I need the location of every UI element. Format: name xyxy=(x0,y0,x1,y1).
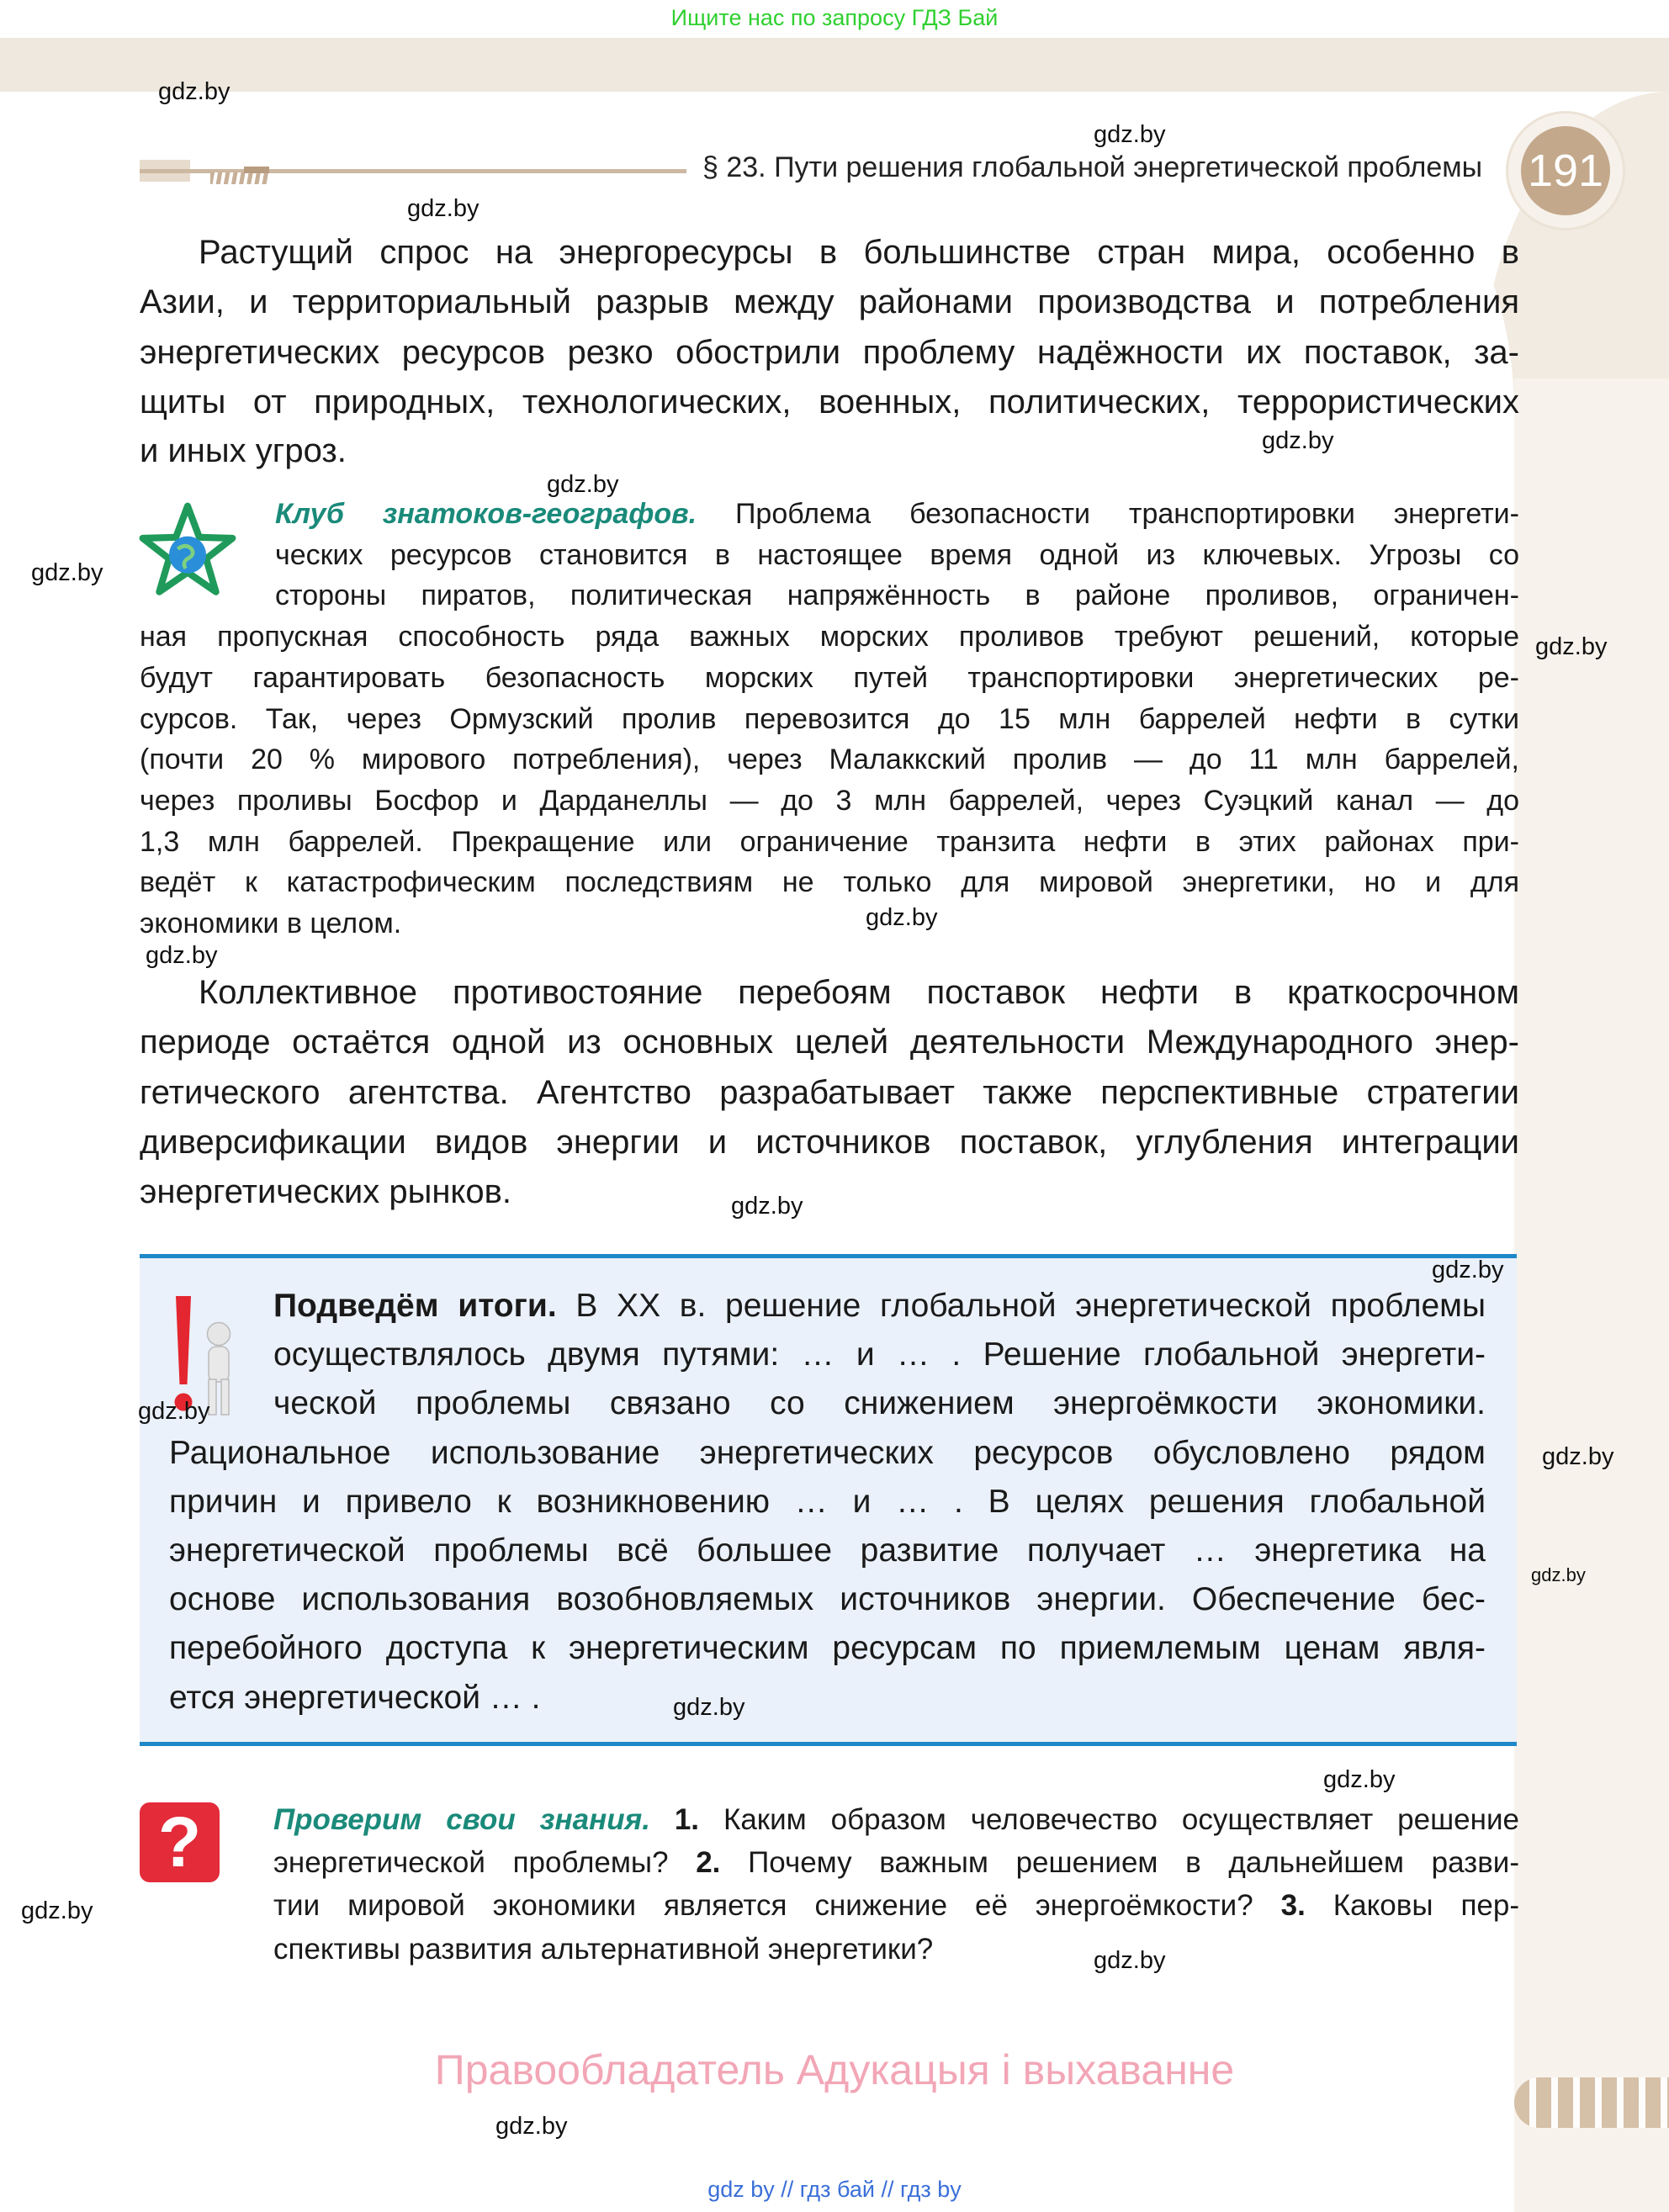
summary-line xyxy=(169,1581,1486,1618)
question-number: 1. xyxy=(674,1803,700,1836)
watermark: gdz.by xyxy=(1542,1443,1614,1470)
text-segment: осуществлялось двумя путями: … и … . Решение глобальной энергети- xyxy=(273,1336,1486,1373)
paragraph-line xyxy=(199,974,1519,1012)
check-title: Проверим свои знания. xyxy=(273,1803,650,1836)
header-ornament-bar xyxy=(244,167,269,173)
text-segment: (почти 20 % мирового потребления), через Малаккский пролив — до 11 млн баррелей, xyxy=(140,744,1519,776)
paragraph-line xyxy=(140,334,1519,372)
text-segment: причин и привело к возникновению … и … . В целях решения глобальной xyxy=(169,1483,1486,1520)
club-globe-star-icon xyxy=(139,502,236,600)
check-line xyxy=(273,1846,1519,1880)
club-paragraph-line xyxy=(140,785,1519,818)
question-mark-icon: ? xyxy=(140,1802,220,1882)
text-segment: ная пропускная способность ряда важных морских проливов требуют решений, которые xyxy=(140,621,1519,654)
page-number: 191 xyxy=(1521,126,1610,215)
watermark: gdz.by xyxy=(673,1694,745,1721)
text-segment: Растущий спрос на энергоресурсы в большинстве стран мира, особенно в xyxy=(199,234,1519,271)
summary-line xyxy=(169,1532,1486,1569)
footer-links[interactable]: gdz by // гдз бай // гдз by xyxy=(707,2177,962,2202)
watermark: gdz.by xyxy=(1323,1766,1396,1793)
paragraph-line xyxy=(140,384,1519,421)
paragraph-line xyxy=(199,234,1519,272)
watermark: gdz.by xyxy=(1094,121,1166,148)
club-paragraph-line xyxy=(275,498,1519,531)
text-segment: диверсификации видов энергии и источников поставок, углубления интеграции xyxy=(140,1123,1519,1161)
header-band xyxy=(0,38,1669,92)
watermark: gdz.by xyxy=(495,2113,568,2140)
text-segment: Коллективное противостояние перебоям поставок нефти в краткосрочном xyxy=(199,974,1519,1011)
club-paragraph-line xyxy=(140,908,401,940)
club-paragraph-line xyxy=(140,866,1519,899)
summary-line xyxy=(273,1385,1486,1422)
check-line xyxy=(273,1933,933,1966)
club-paragraph-line xyxy=(275,579,1519,612)
text-segment: периоде остаётся одной из основных целей деятельности Международного энер- xyxy=(140,1024,1519,1061)
club-paragraph-line xyxy=(140,621,1519,654)
watermark: gdz.by xyxy=(146,942,218,969)
club-paragraph-line xyxy=(140,826,1519,859)
text-segment: Рациональное использование энергетических ресурсов обусловлено рядом xyxy=(169,1434,1486,1471)
summary-line xyxy=(273,1288,1486,1325)
text-segment: и иных угроз. xyxy=(140,432,347,469)
watermark: gdz.by xyxy=(1094,1947,1166,1974)
text-segment: Почему важным решением в дальнейшем разви- xyxy=(720,1846,1519,1879)
club-paragraph-line xyxy=(140,703,1519,736)
watermark: gdz.by xyxy=(158,78,230,105)
text-segment: ческой проблемы связано со снижением энергоёмкости экономики. xyxy=(273,1385,1486,1422)
question-number: 3. xyxy=(1280,1889,1306,1922)
club-paragraph-line xyxy=(140,744,1519,776)
watermark: gdz.by xyxy=(547,471,619,498)
text-segment: энергетической проблемы? xyxy=(273,1846,697,1879)
club-paragraph-line xyxy=(275,539,1519,572)
text-segment: Азии, и территориальный разрыв между районами производства и потребления xyxy=(140,283,1519,320)
text-segment: будут гарантировать безопасность морских путей транспортировки энергетических ре- xyxy=(140,661,1519,694)
text-segment: перебойного доступа к энергетическим ресурсам по приемлемым ценам явля- xyxy=(169,1630,1486,1667)
watermark: gdz.by xyxy=(731,1193,803,1220)
summary-line xyxy=(169,1630,1486,1667)
text-segment: тии мировой экономики является снижение её энергоёмкости? xyxy=(273,1889,1281,1922)
club-paragraph-line xyxy=(140,662,1519,695)
question-number: 2. xyxy=(696,1846,721,1879)
watermark: gdz.by xyxy=(138,1398,210,1425)
check-line xyxy=(273,1889,1519,1923)
club-title: Клуб знатоков-географов. xyxy=(275,498,697,530)
text-segment: через проливы Босфор и Дарданеллы — до 3 млн баррелей, через Суэцкий канал — до xyxy=(140,784,1519,817)
watermark: gdz.by xyxy=(21,1897,93,1924)
watermark: gdz.by xyxy=(1535,633,1608,660)
paragraph-line xyxy=(140,1074,1519,1112)
watermark: gdz.by xyxy=(31,559,103,586)
text-segment: щиты от природных, технологических, военных, политических, террористических xyxy=(140,384,1519,421)
text-segment: гетического агентства. Агентство разрабатывает также перспективные стратегии xyxy=(140,1073,1519,1111)
summary-title: Подведём итоги. xyxy=(273,1288,557,1324)
text-segment: Каким образом человечество осуществляет решение xyxy=(699,1803,1519,1836)
text-segment: ческих ресурсов становится в настоящее время одной из ключевых. Угрозы со xyxy=(275,538,1519,571)
summary-line xyxy=(169,1680,541,1717)
summary-line xyxy=(169,1484,1486,1521)
paragraph-line xyxy=(140,1173,511,1211)
paragraph-line xyxy=(140,283,1519,321)
text-segment: стороны пиратов, политическая напряжённость в районе проливов, ограничен- xyxy=(275,579,1519,612)
text-segment: энергетической проблемы всё большее развитие получает … энергетика на xyxy=(169,1532,1486,1569)
paragraph-line xyxy=(140,432,347,470)
text-segment: экономики в целом. xyxy=(140,908,402,939)
text-segment: Каковы пер- xyxy=(1305,1889,1519,1922)
text-segment: В XX в. решение глобальной энергетической проблемы xyxy=(556,1288,1486,1324)
text-segment: энергетических рынков. xyxy=(140,1173,511,1211)
summary-line xyxy=(169,1435,1486,1472)
text-segment: 1,3 млн баррелей. Прекращение или ограничение транзита нефти в этих районах при- xyxy=(140,825,1519,858)
watermark: gdz.by xyxy=(1531,1564,1586,1585)
watermark: gdz.by xyxy=(866,904,938,931)
text-segment: ведёт к катастрофическим последствиям не только для мировой энергетики, но и для xyxy=(140,866,1519,899)
watermark: gdz.by xyxy=(1432,1257,1504,1283)
section-title: § 23. Пути решения глобальной энергетической проблемы xyxy=(702,151,1483,183)
header-ornament-stripes xyxy=(210,172,269,184)
text-segment: спективы развития альтернативной энергетики? xyxy=(273,1933,934,1966)
watermark: gdz.by xyxy=(407,195,480,222)
paragraph-line xyxy=(140,1024,1519,1061)
text-segment: ется энергетической … . xyxy=(169,1679,541,1716)
copyright-notice: Правообладатель Адукацыя і выхаванне xyxy=(434,2046,1235,2093)
text-segment: сурсов. Так, через Ормузский пролив перевозится до 15 млн баррелей нефти в сутки xyxy=(140,702,1519,735)
text-segment: энергетических ресурсов резко обострили проблему надёжности их поставок, за- xyxy=(140,334,1519,371)
top-banner: Ищите нас по запросу ГДЗ Бай xyxy=(0,0,1669,38)
paragraph-line xyxy=(140,1124,1519,1162)
text-segment: Проблема безопасности транспортировки энергети- xyxy=(697,498,1519,530)
watermark: gdz.by xyxy=(1262,427,1334,454)
summary-line xyxy=(273,1336,1486,1373)
text-segment: основе использования возобновляемых источников энергии. Обеспечение бес- xyxy=(169,1581,1486,1618)
check-line xyxy=(273,1803,1519,1837)
footer-ornament xyxy=(1514,2077,1669,2128)
